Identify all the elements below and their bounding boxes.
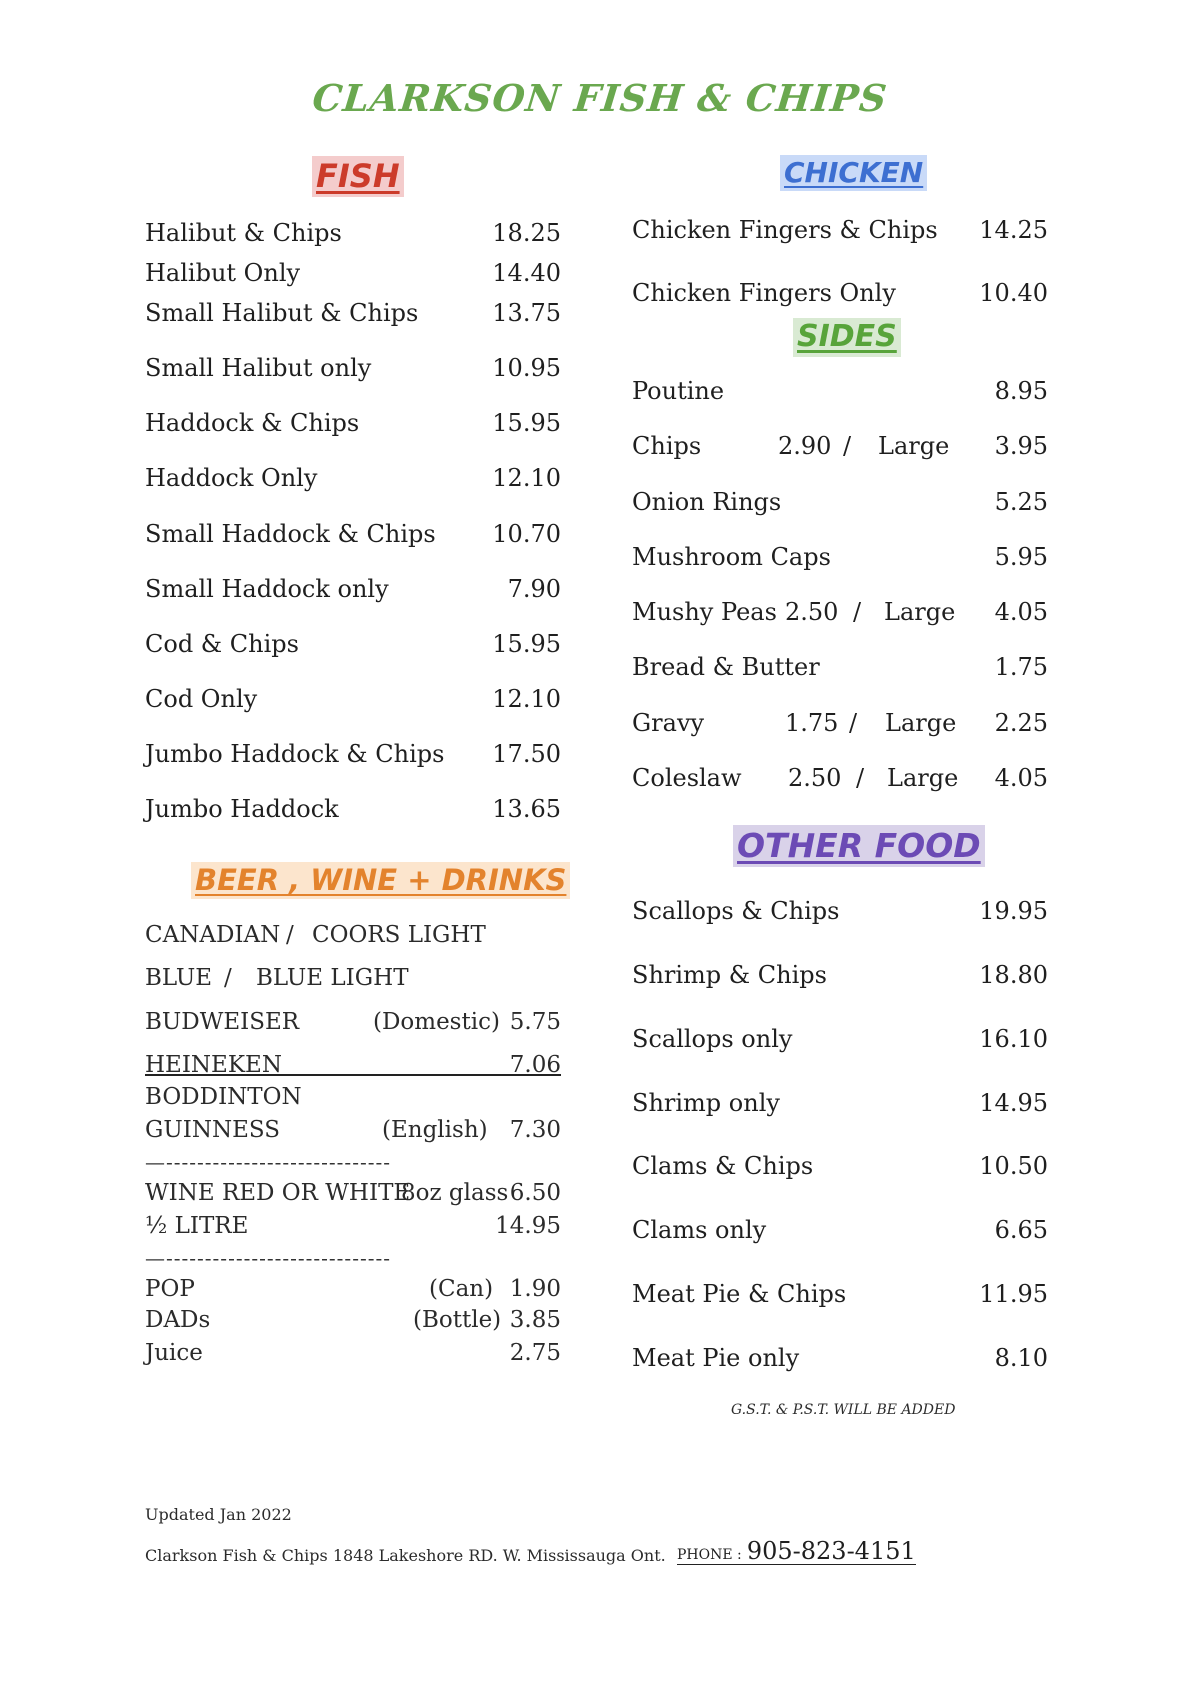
other-item-name: Clams & Chips	[632, 1152, 814, 1180]
chicken-item-name: Chicken Fingers Only	[632, 279, 896, 307]
fish-item-name: Cod Only	[145, 685, 258, 713]
drink-wine-price: 6.50	[509, 1180, 561, 1206]
chicken-heading: CHICKEN	[780, 155, 927, 191]
fish-item-name: Jumbo Haddock	[145, 795, 339, 823]
drink-dads: DADs	[145, 1307, 211, 1333]
drink-wine-size: 8oz glass	[401, 1180, 509, 1206]
side-separator: /	[856, 764, 865, 792]
side-small-price: 1.75	[785, 709, 839, 737]
other-item-name: Meat Pie & Chips	[632, 1280, 847, 1308]
other-item-name: Shrimp & Chips	[632, 961, 827, 989]
side-large-label: Large	[878, 432, 950, 460]
drink-can-price: 1.90	[509, 1276, 561, 1302]
fish-item-price: 7.90	[507, 575, 561, 603]
side-item-name: Coleslaw	[632, 764, 742, 792]
side-item-price: 8.95	[994, 377, 1048, 405]
chicken-item-price: 14.25	[979, 216, 1048, 244]
side-item-name: Chips	[632, 432, 702, 460]
fish-item-name: Haddock Only	[145, 464, 318, 492]
drink-boddinton: BODDINTON	[145, 1084, 302, 1110]
other-item-price: 8.10	[994, 1344, 1048, 1372]
drink-litre: ½ LITRE	[145, 1213, 249, 1239]
fish-item-name: Small Halibut & Chips	[145, 299, 419, 327]
drink-bottle-price: 3.85	[509, 1307, 561, 1333]
drink-separator: /	[224, 965, 232, 991]
side-item-price: 2.25	[994, 709, 1048, 737]
drink-english-price: 7.30	[509, 1117, 561, 1143]
drink-budweiser: BUDWEISER	[145, 1009, 300, 1035]
drink-coors-light: COORS LIGHT	[312, 922, 486, 948]
other-item-name: Scallops & Chips	[632, 897, 840, 925]
drink-blue-light: BLUE LIGHT	[256, 965, 409, 991]
phone-number: 905-823-4151	[746, 1537, 916, 1565]
fish-item-name: Small Haddock only	[145, 575, 389, 603]
side-item-name: Bread & Butter	[632, 653, 820, 681]
side-separator: /	[849, 709, 858, 737]
fish-item-price: 13.65	[492, 795, 561, 823]
side-item-name: Gravy	[632, 709, 705, 737]
drink-can-label: (Can)	[429, 1276, 494, 1302]
other-item-price: 19.95	[979, 897, 1048, 925]
chicken-item-price: 10.40	[979, 279, 1048, 307]
fish-item-price: 14.40	[492, 259, 561, 287]
drinks-heading: BEER , WINE + DRINKS	[191, 862, 570, 899]
side-large-label: Large	[884, 598, 956, 626]
drink-guinness: GUINNESS	[145, 1117, 280, 1143]
other-item-price: 14.95	[979, 1089, 1048, 1117]
updated-note: Updated Jan 2022	[145, 1505, 292, 1524]
fish-item-name: Small Haddock & Chips	[145, 520, 436, 548]
side-item-price: 4.05	[994, 598, 1048, 626]
drink-blue: BLUE	[145, 965, 213, 991]
side-small-price: 2.50	[788, 764, 842, 792]
drink-domestic-price: 5.75	[509, 1009, 561, 1035]
other-food-heading: OTHER FOOD	[733, 825, 985, 867]
drink-english-label: (English)	[382, 1117, 488, 1143]
side-item-price: 4.05	[994, 764, 1048, 792]
drink-heineken-price: 7.06	[509, 1052, 561, 1078]
side-large-label: Large	[887, 764, 959, 792]
fish-item-price: 10.95	[492, 354, 561, 382]
fish-item-price: 18.25	[492, 219, 561, 247]
side-item-name: Mushy Peas	[632, 598, 777, 626]
other-item-price: 18.80	[979, 961, 1048, 989]
footer-address: Clarkson Fish & Chips 1848 Lakeshore RD. W. Mississauga Ont.	[145, 1546, 666, 1565]
fish-item-price: 15.95	[492, 630, 561, 658]
side-item-price: 5.25	[994, 488, 1048, 516]
tax-note: G.S.T. & P.S.T. WILL BE ADDED	[731, 1402, 956, 1418]
drink-separator: /	[286, 922, 294, 948]
side-large-label: Large	[885, 709, 957, 737]
drink-juice: Juice	[145, 1340, 203, 1366]
fish-item-name: Halibut Only	[145, 259, 301, 287]
phone-label: PHONE :	[677, 1547, 742, 1563]
side-separator: /	[843, 432, 852, 460]
side-item-name: Poutine	[632, 377, 725, 405]
side-small-price: 2.50	[785, 598, 839, 626]
other-item-price: 10.50	[979, 1152, 1048, 1180]
fish-item-price: 12.10	[492, 464, 561, 492]
drink-litre-price: 14.95	[495, 1213, 561, 1239]
fish-item-name: Jumbo Haddock & Chips	[145, 740, 445, 768]
fish-heading: FISH	[312, 156, 404, 197]
fish-item-name: Small Halibut only	[145, 354, 372, 382]
fish-item-price: 10.70	[492, 520, 561, 548]
fish-item-name: Haddock & Chips	[145, 409, 360, 437]
fish-item-price: 15.95	[492, 409, 561, 437]
other-item-name: Scallops only	[632, 1025, 793, 1053]
fish-item-name: Halibut & Chips	[145, 219, 342, 247]
fish-item-price: 13.75	[492, 299, 561, 327]
other-item-name: Shrimp only	[632, 1089, 780, 1117]
drinks-divider: —-----------------------------	[145, 1246, 391, 1270]
fish-item-name: Cod & Chips	[145, 630, 299, 658]
drink-pop: POP	[145, 1276, 195, 1302]
fish-item-price: 12.10	[492, 685, 561, 713]
drink-wine: WINE RED OR WHITE	[145, 1180, 411, 1206]
chicken-item-name: Chicken Fingers & Chips	[632, 216, 938, 244]
side-item-price: 5.95	[994, 543, 1048, 571]
side-item-price: 1.75	[994, 653, 1048, 681]
drink-canadian: CANADIAN	[145, 922, 281, 948]
fish-item-price: 17.50	[492, 740, 561, 768]
phone-contact[interactable]	[677, 1538, 916, 1565]
side-small-price: 2.90	[778, 432, 832, 460]
restaurant-title: CLARKSON FISH & CHIPS	[310, 76, 890, 120]
side-item-name: Onion Rings	[632, 488, 782, 516]
side-item-price: 3.95	[994, 432, 1048, 460]
drink-juice-price: 2.75	[509, 1340, 561, 1366]
drink-domestic-label: (Domestic)	[373, 1009, 500, 1035]
other-item-price: 6.65	[994, 1216, 1048, 1244]
drinks-divider: —-----------------------------	[145, 1150, 391, 1174]
other-item-price: 16.10	[979, 1025, 1048, 1053]
other-item-price: 11.95	[979, 1280, 1048, 1308]
drink-heineken: HEINEKEN	[145, 1052, 282, 1078]
side-item-name: Mushroom Caps	[632, 543, 831, 571]
sides-heading: SIDES	[793, 318, 901, 357]
other-item-name: Clams only	[632, 1216, 767, 1244]
other-item-name: Meat Pie only	[632, 1344, 800, 1372]
side-separator: /	[853, 598, 862, 626]
drink-bottle-label: (Bottle)	[413, 1307, 502, 1333]
